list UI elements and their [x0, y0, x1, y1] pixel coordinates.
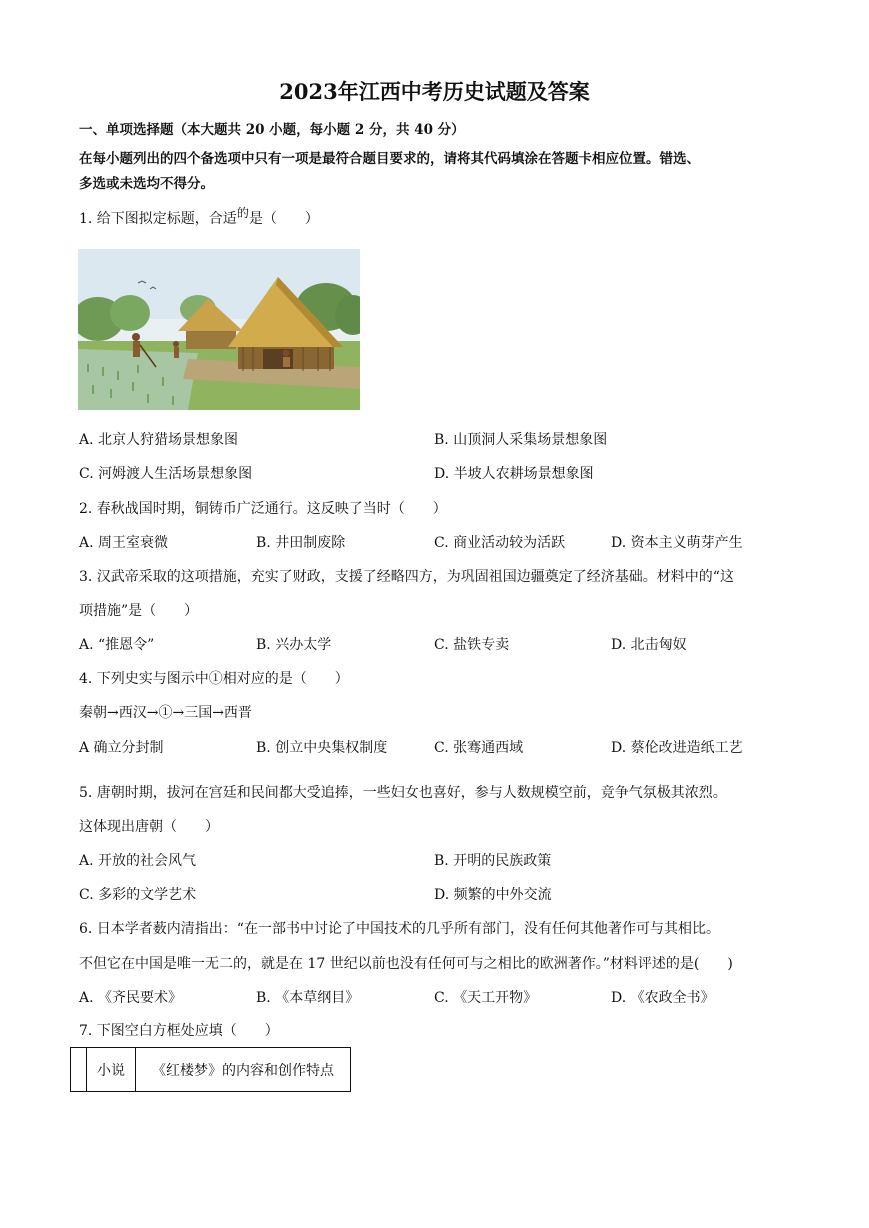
section-instruction-cont: 多选或未选均不得分。	[79, 176, 214, 192]
question-2-option-b: B. 井田制废除	[256, 535, 346, 551]
question-4-option-a: A 确立分封制	[79, 740, 164, 756]
question-5-stem-cont: 这体现出唐朝（ ）	[79, 819, 219, 835]
section-heading: 一、单项选择题（本大题共 20 小题，每小题 2 分，共 40 分）	[79, 122, 465, 138]
question-6-stem: 6. 日本学者薮内清指出：“在一部书中讨论了中国技术的几乎所有部门，没有任何其他著作可与其相比。	[79, 921, 720, 937]
question-2-option-a: A. 周王室衰微	[79, 535, 169, 551]
question-5-option-c: C. 多彩的文学艺术	[79, 887, 197, 903]
question-6-option-d: D. 《农政全书》	[611, 990, 715, 1006]
question-5-option-b: B. 开明的民族政策	[434, 853, 552, 869]
question-2-option-d: D. 资本主义萌芽产生	[611, 535, 743, 551]
question-1-stem	[79, 208, 319, 228]
section-instruction: 在每小题列出的四个备选项中只有一项是最符合题目要求的，请将其代码填涂在答题卡相应位置。错选、	[79, 151, 700, 167]
question-7-stem: 7. 下图空白方框处应填（ ）	[79, 1023, 279, 1039]
question-1-option-b: B. 山顶洞人采集场景想象图	[434, 432, 608, 448]
question-4-sequence: 秦朝→西汉→①→三国→西晋	[79, 705, 252, 721]
question-3-option-a: A. “推恩令”	[79, 637, 155, 653]
question-4-stem: 4. 下列史实与图示中①相对应的是（ ）	[79, 671, 349, 687]
question-1-option-d: D. 半坡人农耕场景想象图	[434, 466, 594, 482]
question-4-option-d: D. 蔡伦改进造纸工艺	[611, 740, 743, 756]
question-3-stem: 3. 汉武帝采取的这项措施，充实了财政，支援了经略四方，为巩固祖国边疆奠定了经济基础。材料中的“这	[79, 569, 734, 585]
question-1-stem-sup: 的	[236, 206, 249, 220]
question-7-content-cell: 《红楼梦》的内容和创作特点	[136, 1048, 351, 1092]
question-1-stem-text: 1. 给下图拟定标题，合适	[79, 211, 237, 227]
question-3-option-b: B. 兴办太学	[256, 637, 332, 653]
question-4-option-b: B. 创立中央集权制度	[256, 740, 388, 756]
question-6-stem-cont: 不但它在中国是唯一无二的，就是在 17 世纪以前也没有任何可与之相比的欧洲著作。”材料评述的是( )	[79, 956, 733, 972]
question-2-stem: 2. 春秋战国时期，铜铸币广泛通行。这反映了当时（ ）	[79, 501, 447, 517]
question-1-option-a: A. 北京人狩猎场景想象图	[79, 432, 239, 448]
question-3-stem-cont: 项措施”是（ ）	[79, 603, 199, 619]
question-6-option-c: C. 《天工开物》	[434, 990, 538, 1006]
question-5-stem: 5. 唐朝时期，拔河在宫廷和民间都大受追捧，一些妇女也喜好，参与人数规模空前，竞争气氛极其浓烈。	[79, 785, 727, 801]
question-5-option-d: D. 频繁的中外交流	[434, 887, 552, 903]
page-title: 2023年江西中考历史试题及答案	[279, 79, 590, 104]
question-7-genre-cell: 小说	[87, 1048, 136, 1092]
neolithic-village-illustration	[78, 249, 360, 410]
question-5-option-a: A. 开放的社会风气	[79, 853, 197, 869]
question-6-option-b: B. 《本草纲目》	[256, 990, 360, 1006]
question-6-option-a: A. 《齐民要术》	[79, 990, 183, 1006]
question-3-option-d: D. 北击匈奴	[611, 637, 687, 653]
question-7-table	[70, 1047, 351, 1092]
question-3-option-c: C. 盐铁专卖	[434, 637, 510, 653]
question-1-option-c: C. 河姆渡人生活场景想象图	[79, 466, 253, 482]
question-7-blank-cell	[71, 1048, 87, 1092]
question-4-option-c: C. 张骞通西域	[434, 740, 524, 756]
question-2-option-c: C. 商业活动较为活跃	[434, 535, 566, 551]
question-1-stem-end: 是（ ）	[248, 211, 319, 227]
